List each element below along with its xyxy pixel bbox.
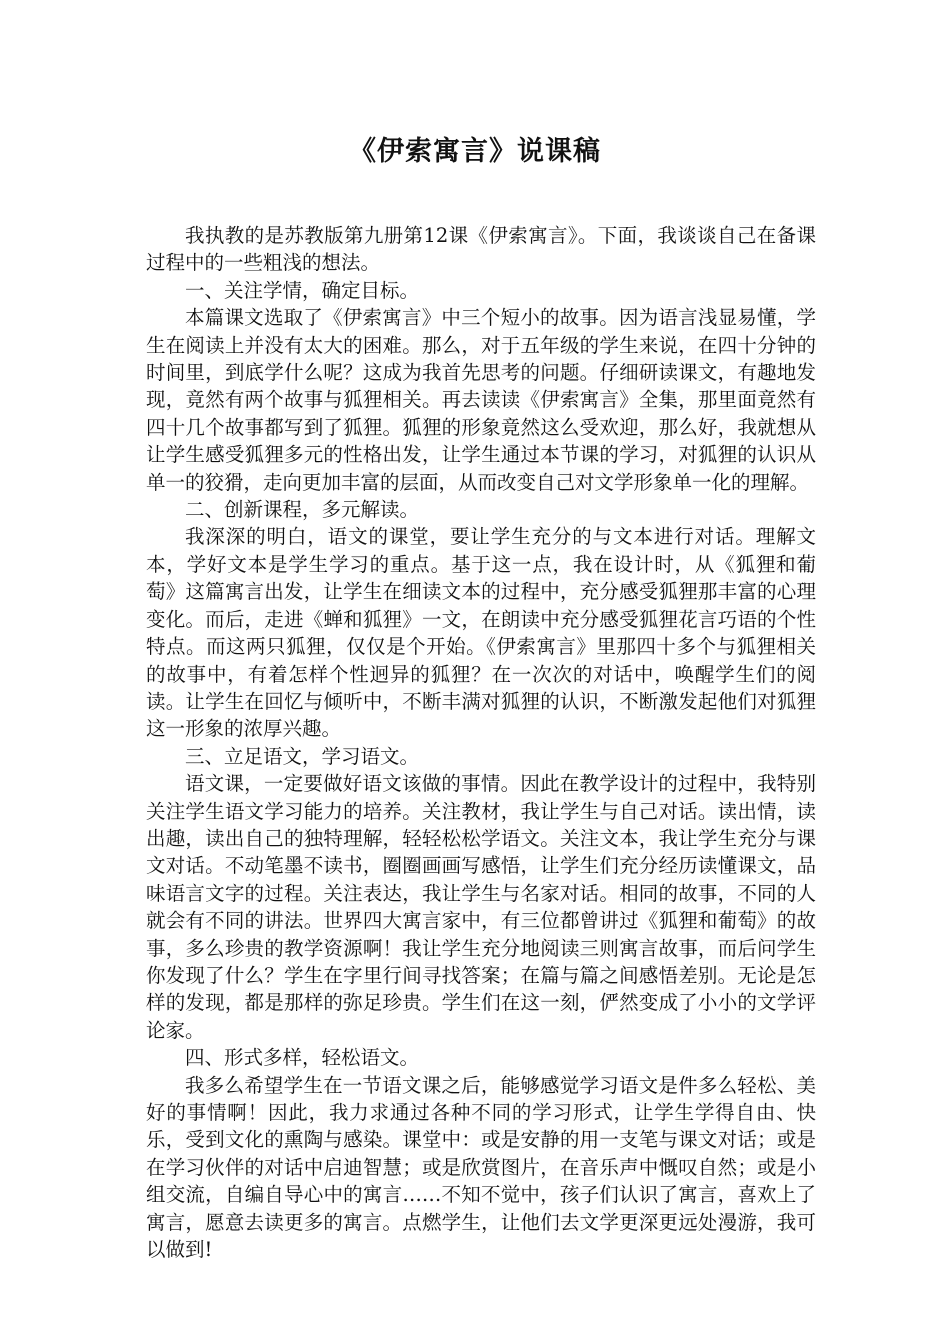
section-heading-1: 一、关注学情，确定目标。 [185,278,420,302]
paragraph-section-1: 本篇课文选取了《伊索寓言》中三个短小的故事。因为语言浅显易懂，学生在阅读上并没有太大的困难。那么，对于五年级的学生来说，在四十分钟的时间里，到底学什么呢？这成为我首先思考的问题。仔细研读课文，有趣地发现，竟然有两个故事与狐狸相关。再去读读《伊索寓言》全集，那里面竟然有四十几个故事都写到了狐狸。狐狸的形象竟然这么受欢迎，那么好，我就想从让学生感受狐狸多元的性格出发，让学生通过本节课的学习，对狐狸的认识从单一的狡猾，走向更加丰富的层面，从而改变自己对文学形象单一化的理解。 [146,306,816,494]
document-body [146,222,816,1263]
paragraph-section-4: 我多么希望学生在一节语文课之后，能够感觉学习语文是件多么轻松、美好的事情啊！因此，我力求通过各种不同的学习形式，让学生学得自由、快乐，受到文化的熏陶与感染。课堂中：或是安静的用一支笔与课文对话；或是在学习伙伴的对话中启迪智慧；或是欣赏图片，在音乐声中慨叹自然；或是小组交流，自编自导心中的寓言……不知不觉中，孩子们认识了寓言，喜欢上了寓言，愿意去读更多的寓言。点燃学生，让他们去文学更深更远处漫游，我可以做到! [146,1073,816,1262]
section-heading-2: 二、创新课程，多元解读。 [185,498,420,522]
paragraph-section-2: 我深深的明白，语文的课堂，要让学生充分的与文本进行对话。理解文本，学好文本是学生学习的重点。基于这一点，我在设计时，从《狐狸和葡萄》这篇寓言出发，让学生在细读文本的过程中，充分感受狐狸那丰富的心理变化。而后，走进《蝉和狐狸》一文，在朗读中充分感受狐狸花言巧语的个性特点。而这两只狐狸，仅仅是个开始。《伊索寓言》里那四十多个与狐狸相关的故事中，有着怎样个性迥异的狐狸？在一次次的对话中，唤醒学生们的阅读。让学生在回忆与倾听中，不断丰满对狐狸的认识，不断激发起他们对狐狸这一形象的浓厚兴趣。 [146,525,816,741]
section-heading-3: 三、立足语文，学习语文。 [185,744,420,768]
section-heading-4: 四、形式多样，轻松语文。 [185,1046,420,1070]
document-title: 《伊索寓言》说课稿 [349,136,601,167]
paragraph-section-3: 语文课，一定要做好语文该做的事情。因此在教学设计的过程中，我特别关注学生语文学习能力的培养。关注教材，我让学生与自己对话。读出情，读出趣，读出自己的独特理解，轻轻松松学语文。关注文本，我让学生充分与课文对话。不动笔墨不读书，圈圈画画写感悟，让学生们充分经历读懂课文，品味语言文字的过程。关注表达，我让学生与名家对话。相同的故事，不同的人就会有不同的讲法。世界四大寓言家中，有三位都曾讲过《狐狸和葡萄》的故事，多么珍贵的教学资源啊！我让学生充分地阅读三则寓言故事，而后问学生你发现了什么？学生在字里行间寻找答案；在篇与篇之间感悟差别。无论是怎样的发现，都是那样的弥足珍贵。学生们在这一刻，俨然变成了小小的文学评论家。 [146,772,816,1042]
paragraph-intro: 我执教的是苏教版第九册第12课《伊索寓言》。下面，我谈谈自己在备课过程中的一些粗浅的想法。 [146,224,816,275]
